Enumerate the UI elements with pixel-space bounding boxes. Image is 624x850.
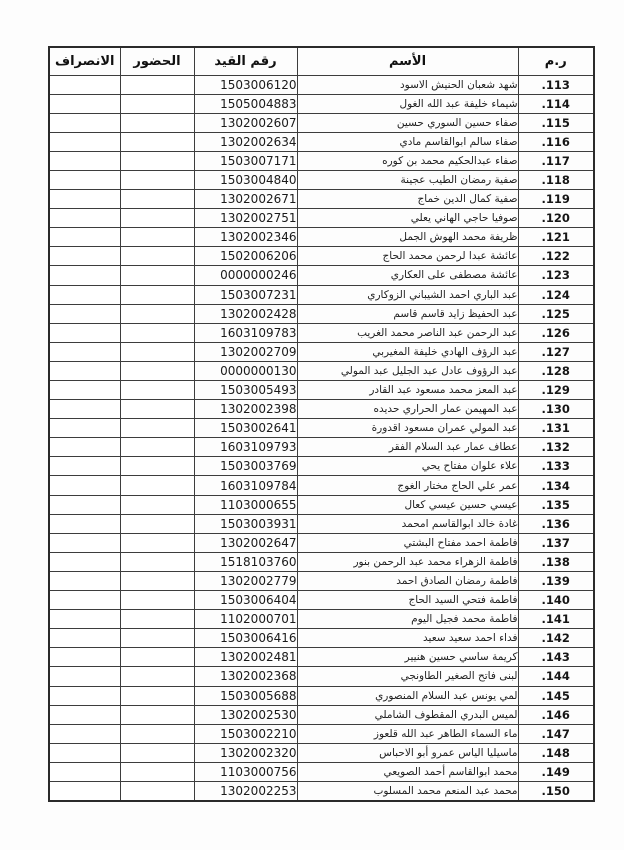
column-header-attendance: الحضور xyxy=(120,47,194,75)
row-number-cell: 135. xyxy=(518,495,594,514)
departure-cell xyxy=(49,304,120,323)
attendance-cell xyxy=(120,476,194,495)
registration-number-cell: 1302002779 xyxy=(194,571,297,590)
attendance-cell xyxy=(120,228,194,247)
table-row xyxy=(49,381,594,400)
student-name-cell: صوفيا حاجي الهاني يعلي xyxy=(297,209,518,228)
registration-number-cell: 1503007171 xyxy=(194,151,297,170)
student-name-cell: عيسي حسين عيسي كعال xyxy=(297,495,518,514)
attendance-cell xyxy=(120,400,194,419)
registration-number-cell: 1102000701 xyxy=(194,610,297,629)
table-row xyxy=(49,170,594,189)
registration-number-cell: 1103000655 xyxy=(194,495,297,514)
row-number-cell: 125. xyxy=(518,304,594,323)
attendance-cell xyxy=(120,323,194,342)
departure-cell xyxy=(49,419,120,438)
row-number-cell: 138. xyxy=(518,552,594,571)
student-name-cell: ظريفة محمد الهوش الجمل xyxy=(297,228,518,247)
row-number-cell: 142. xyxy=(518,629,594,648)
departure-cell xyxy=(49,762,120,781)
attendance-cell xyxy=(120,381,194,400)
registration-number-cell: 1502006206 xyxy=(194,247,297,266)
registration-number-cell: 1503003931 xyxy=(194,514,297,533)
table-row xyxy=(49,361,594,380)
table-row xyxy=(49,629,594,648)
registration-number-cell: 1302002428 xyxy=(194,304,297,323)
student-name-cell: عمر علي الحاج مختار الغوج xyxy=(297,476,518,495)
registration-number-cell: 1302002751 xyxy=(194,209,297,228)
attendance-cell xyxy=(120,514,194,533)
table-row xyxy=(49,571,594,590)
student-name-cell: فاطمة الزهراء محمد عبد الرحمن بنور xyxy=(297,552,518,571)
student-name-cell: صفية كمال الدين خماج xyxy=(297,190,518,209)
row-number-cell: 146. xyxy=(518,705,594,724)
departure-cell xyxy=(49,514,120,533)
row-number-cell: 130. xyxy=(518,400,594,419)
table-row xyxy=(49,648,594,667)
registration-number-cell: 1503007231 xyxy=(194,285,297,304)
attendance-cell xyxy=(120,419,194,438)
table-row xyxy=(49,113,594,132)
table-row xyxy=(49,266,594,285)
row-number-cell: 133. xyxy=(518,457,594,476)
student-name-cell: عبد الرحمن عبد الناصر محمد الغريب xyxy=(297,323,518,342)
registration-number-cell: 1503006120 xyxy=(194,75,297,94)
departure-cell xyxy=(49,113,120,132)
student-name-cell: عائشة مصطفى على العكاري xyxy=(297,266,518,285)
student-name-cell: لميس البدري المقطوف الشاملي xyxy=(297,705,518,724)
column-header-registration-number: رقم القيد xyxy=(194,47,297,75)
departure-cell xyxy=(49,476,120,495)
registration-number-cell: 1302002368 xyxy=(194,667,297,686)
student-name-cell: صفية رمضان الطيب عجينة xyxy=(297,170,518,189)
student-name-cell: شهد شعبان الحنيش الاسود xyxy=(297,75,518,94)
table-row xyxy=(49,724,594,743)
row-number-cell: 127. xyxy=(518,342,594,361)
registration-number-cell: 1302002481 xyxy=(194,648,297,667)
table-row xyxy=(49,209,594,228)
table-row xyxy=(49,228,594,247)
departure-cell xyxy=(49,132,120,151)
registration-number-cell: 1503006416 xyxy=(194,629,297,648)
registration-number-cell: 1503002210 xyxy=(194,724,297,743)
departure-cell xyxy=(49,610,120,629)
attendance-cell xyxy=(120,781,194,800)
attendance-cell xyxy=(120,113,194,132)
departure-cell xyxy=(49,94,120,113)
departure-cell xyxy=(49,247,120,266)
student-name-cell: عبد الباري احمد الشيباني الزوكاري xyxy=(297,285,518,304)
student-name-cell: شيماء خليفة عبد الله الغول xyxy=(297,94,518,113)
row-number-cell: 126. xyxy=(518,323,594,342)
table-row xyxy=(49,75,594,94)
table-row xyxy=(49,419,594,438)
student-name-cell: ماسيليا الياس عمرو أبو الاحباس xyxy=(297,743,518,762)
registration-number-cell: 1503002641 xyxy=(194,419,297,438)
table-row xyxy=(49,323,594,342)
departure-cell xyxy=(49,209,120,228)
attendance-cell xyxy=(120,438,194,457)
departure-cell xyxy=(49,705,120,724)
student-name-cell: صفاء سالم ابوالقاسم مادي xyxy=(297,132,518,151)
row-number-cell: 144. xyxy=(518,667,594,686)
attendance-cell xyxy=(120,629,194,648)
attendance-cell xyxy=(120,304,194,323)
row-number-cell: 118. xyxy=(518,170,594,189)
attendance-cell xyxy=(120,705,194,724)
registration-number-cell: 1503005688 xyxy=(194,686,297,705)
departure-cell xyxy=(49,686,120,705)
row-number-cell: 129. xyxy=(518,381,594,400)
row-number-cell: 131. xyxy=(518,419,594,438)
departure-cell xyxy=(49,591,120,610)
table-row xyxy=(49,743,594,762)
attendance-cell xyxy=(120,667,194,686)
registration-number-cell: 1503003769 xyxy=(194,457,297,476)
row-number-cell: 140. xyxy=(518,591,594,610)
registration-number-cell: 0000000130 xyxy=(194,361,297,380)
row-number-cell: 119. xyxy=(518,190,594,209)
attendance-cell xyxy=(120,648,194,667)
attendance-cell xyxy=(120,247,194,266)
student-name-cell: ماء السماء الطاهر عبد الله قلعوز xyxy=(297,724,518,743)
student-name-cell: عبد الرؤف الهادي خليفة المغيربي xyxy=(297,342,518,361)
student-name-cell: عبد المهيمن عمار الحراري حديده xyxy=(297,400,518,419)
student-name-cell: صفاء حسين السوري حسين xyxy=(297,113,518,132)
row-number-cell: 134. xyxy=(518,476,594,495)
registration-number-cell: 1302002647 xyxy=(194,533,297,552)
registration-number-cell: 1302002530 xyxy=(194,705,297,724)
attendance-cell xyxy=(120,151,194,170)
table-row xyxy=(49,304,594,323)
departure-cell xyxy=(49,190,120,209)
departure-cell xyxy=(49,457,120,476)
row-number-cell: 145. xyxy=(518,686,594,705)
attendance-roster-table xyxy=(48,46,595,802)
registration-number-cell: 1302002709 xyxy=(194,342,297,361)
table-row xyxy=(49,781,594,800)
attendance-cell xyxy=(120,762,194,781)
column-header-name: الأسم xyxy=(297,47,518,75)
row-number-cell: 147. xyxy=(518,724,594,743)
row-number-cell: 143. xyxy=(518,648,594,667)
roster-table-body xyxy=(49,75,594,801)
row-number-cell: 116. xyxy=(518,132,594,151)
row-number-cell: 150. xyxy=(518,781,594,800)
registration-number-cell: 1302002398 xyxy=(194,400,297,419)
registration-number-cell: 1518103760 xyxy=(194,552,297,571)
departure-cell xyxy=(49,285,120,304)
departure-cell xyxy=(49,648,120,667)
attendance-cell xyxy=(120,190,194,209)
table-row xyxy=(49,514,594,533)
attendance-cell xyxy=(120,591,194,610)
attendance-cell xyxy=(120,743,194,762)
row-number-cell: 124. xyxy=(518,285,594,304)
registration-number-cell: 1302002607 xyxy=(194,113,297,132)
departure-cell xyxy=(49,170,120,189)
registration-number-cell: 1503006404 xyxy=(194,591,297,610)
registration-number-cell: 1302002253 xyxy=(194,781,297,800)
student-name-cell: محمد عبد المنعم محمد المسلوب xyxy=(297,781,518,800)
table-row xyxy=(49,247,594,266)
table-row xyxy=(49,438,594,457)
student-name-cell: فاطمة فتحي السيد الحاج xyxy=(297,591,518,610)
row-number-cell: 148. xyxy=(518,743,594,762)
student-name-cell: عبد الحفيظ زايد قاسم قاسم xyxy=(297,304,518,323)
table-row xyxy=(49,457,594,476)
registration-number-cell: 1603109784 xyxy=(194,476,297,495)
attendance-cell xyxy=(120,571,194,590)
departure-cell xyxy=(49,667,120,686)
row-number-cell: 114. xyxy=(518,94,594,113)
departure-cell xyxy=(49,724,120,743)
attendance-cell xyxy=(120,94,194,113)
table-row xyxy=(49,132,594,151)
row-number-cell: 121. xyxy=(518,228,594,247)
attendance-cell xyxy=(120,209,194,228)
attendance-cell xyxy=(120,285,194,304)
departure-cell xyxy=(49,151,120,170)
row-number-cell: 149. xyxy=(518,762,594,781)
row-number-cell: 115. xyxy=(518,113,594,132)
registration-number-cell: 1505004883 xyxy=(194,94,297,113)
table-row xyxy=(49,552,594,571)
attendance-cell xyxy=(120,361,194,380)
attendance-cell xyxy=(120,457,194,476)
registration-number-cell: 1503005493 xyxy=(194,381,297,400)
departure-cell xyxy=(49,743,120,762)
row-number-cell: 122. xyxy=(518,247,594,266)
student-name-cell: فاطمة محمد فجيل اليوم xyxy=(297,610,518,629)
student-name-cell: فاطمة رمضان الصادق احمد xyxy=(297,571,518,590)
attendance-cell xyxy=(120,686,194,705)
row-number-cell: 136. xyxy=(518,514,594,533)
student-name-cell: غادة خالد ابوالقاسم امحمد xyxy=(297,514,518,533)
registration-number-cell: 1302002320 xyxy=(194,743,297,762)
student-name-cell: عطاف عمار عبد السلام الفقر xyxy=(297,438,518,457)
student-name-cell: علاء علوان مفتاح يحي xyxy=(297,457,518,476)
table-row xyxy=(49,762,594,781)
table-header-row xyxy=(49,47,594,75)
table-row xyxy=(49,94,594,113)
registration-number-cell: 1302002671 xyxy=(194,190,297,209)
row-number-cell: 113. xyxy=(518,75,594,94)
student-name-cell: فاطمة احمد مفتاح البشتي xyxy=(297,533,518,552)
departure-cell xyxy=(49,495,120,514)
student-name-cell: لبنى فاتح الصغير الطاونجي xyxy=(297,667,518,686)
table-row xyxy=(49,495,594,514)
attendance-cell xyxy=(120,266,194,285)
student-name-cell: كريمة ساسي حسين هنيير xyxy=(297,648,518,667)
attendance-cell xyxy=(120,533,194,552)
table-row xyxy=(49,400,594,419)
registration-number-cell: 0000000246 xyxy=(194,266,297,285)
table-row xyxy=(49,705,594,724)
table-row xyxy=(49,610,594,629)
departure-cell xyxy=(49,323,120,342)
student-name-cell: عبد الرؤوف عادل عبد الجليل عبد المولي xyxy=(297,361,518,380)
departure-cell xyxy=(49,571,120,590)
student-name-cell: لمي يونس عبد السلام المنصوري xyxy=(297,686,518,705)
registration-number-cell: 1103000756 xyxy=(194,762,297,781)
student-name-cell: صفاء عبدالحكيم محمد بن كوره xyxy=(297,151,518,170)
registration-number-cell: 1603109793 xyxy=(194,438,297,457)
attendance-cell xyxy=(120,724,194,743)
student-name-cell: عبد المولي عمران مسعود اقدورة xyxy=(297,419,518,438)
table-row xyxy=(49,151,594,170)
attendance-cell xyxy=(120,132,194,151)
attendance-cell xyxy=(120,342,194,361)
table-row xyxy=(49,476,594,495)
row-number-cell: 120. xyxy=(518,209,594,228)
departure-cell xyxy=(49,75,120,94)
student-name-cell: محمد ابوالقاسم أحمد الصويعي xyxy=(297,762,518,781)
table-row xyxy=(49,686,594,705)
attendance-cell xyxy=(120,552,194,571)
row-number-cell: 123. xyxy=(518,266,594,285)
table-row xyxy=(49,667,594,686)
registration-number-cell: 1503004840 xyxy=(194,170,297,189)
column-header-row-number: ر.م xyxy=(518,47,594,75)
departure-cell xyxy=(49,228,120,247)
departure-cell xyxy=(49,400,120,419)
departure-cell xyxy=(49,438,120,457)
student-name-cell: فداء احمد سعيد سعيد xyxy=(297,629,518,648)
departure-cell xyxy=(49,629,120,648)
table-row xyxy=(49,342,594,361)
departure-cell xyxy=(49,361,120,380)
departure-cell xyxy=(49,342,120,361)
departure-cell xyxy=(49,381,120,400)
departure-cell xyxy=(49,266,120,285)
row-number-cell: 132. xyxy=(518,438,594,457)
departure-cell xyxy=(49,781,120,800)
registration-number-cell: 1603109783 xyxy=(194,323,297,342)
table-row xyxy=(49,285,594,304)
attendance-cell xyxy=(120,170,194,189)
attendance-cell xyxy=(120,495,194,514)
attendance-cell xyxy=(120,610,194,629)
attendance-cell xyxy=(120,75,194,94)
table-row xyxy=(49,591,594,610)
registration-number-cell: 1302002634 xyxy=(194,132,297,151)
row-number-cell: 117. xyxy=(518,151,594,170)
table-row xyxy=(49,533,594,552)
table-row xyxy=(49,190,594,209)
row-number-cell: 137. xyxy=(518,533,594,552)
column-header-departure: الانصراف xyxy=(49,47,120,75)
row-number-cell: 139. xyxy=(518,571,594,590)
student-name-cell: عبد المعز محمد مسعود عبد القادر xyxy=(297,381,518,400)
row-number-cell: 141. xyxy=(518,610,594,629)
departure-cell xyxy=(49,533,120,552)
student-name-cell: عائشة عبدا لرحمن محمد الحاج xyxy=(297,247,518,266)
row-number-cell: 128. xyxy=(518,361,594,380)
registration-number-cell: 1302002346 xyxy=(194,228,297,247)
departure-cell xyxy=(49,552,120,571)
